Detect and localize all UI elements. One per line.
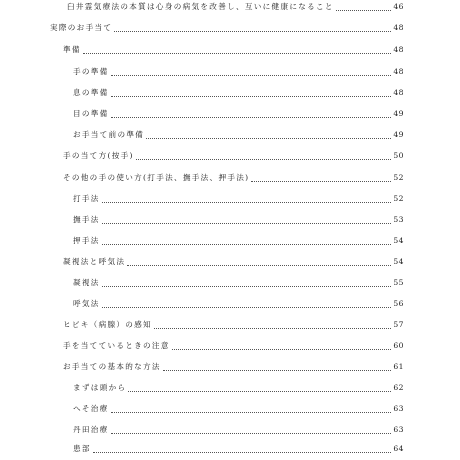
toc-entry-preparation xyxy=(63,43,404,57)
toc-entry-breath-preparation xyxy=(73,86,404,100)
toc-entry-page-number: 53 xyxy=(393,215,404,224)
dot-leader xyxy=(102,286,392,287)
dot-leader xyxy=(83,53,392,54)
dot-leader xyxy=(128,391,391,392)
toc-entry-tanden-treatment xyxy=(73,423,404,437)
toc-entry-label: ヒビキ（病腺）の感知 xyxy=(63,320,152,329)
toc-entry-page-number: 52 xyxy=(393,194,404,203)
dot-leader xyxy=(172,349,392,350)
dot-leader xyxy=(102,202,392,203)
toc-entry-bushuho xyxy=(73,213,404,227)
dot-leader xyxy=(251,181,391,182)
toc-entry-page-number: 49 xyxy=(393,109,404,118)
toc-entry-label: へそ治療 xyxy=(73,404,109,413)
toc-entry-label: お手当て前の準備 xyxy=(73,130,145,139)
toc-entry-oshuho xyxy=(73,234,404,248)
toc-entry-page-number: 46 xyxy=(393,2,404,11)
dot-leader xyxy=(102,223,392,224)
toc-entry-hibiki-detection xyxy=(63,318,404,332)
toc-entry-page-number: 57 xyxy=(393,320,404,329)
toc-entry-label: その他の手の使い方(打手法、撫手法、押手法) xyxy=(63,173,250,182)
toc-entry-page-number: 63 xyxy=(393,425,404,434)
toc-entry-page-number: 62 xyxy=(393,383,404,392)
toc-entry-label: 実際のお手当て xyxy=(50,23,113,32)
toc-entry-label: 準備 xyxy=(63,45,81,54)
dot-leader xyxy=(336,10,392,11)
toc-entry-cautions xyxy=(63,339,404,353)
toc-entry-label: 手の当て方(按手) xyxy=(63,151,134,160)
toc-entry-label: 臼井霊気療法の本質は心身の病気を改善し、互いに健康になること xyxy=(67,2,334,11)
dot-leader xyxy=(136,159,392,160)
toc-entry-page-number: 52 xyxy=(393,173,404,182)
toc-entry-gyoshiho-kokiho xyxy=(63,255,404,269)
toc-entry-other-hand-uses xyxy=(63,171,404,185)
toc-entry-affected-area xyxy=(73,442,404,456)
dot-leader xyxy=(102,244,392,245)
toc-entry-label: 打手法 xyxy=(73,194,100,203)
toc-entry-page-number: 50 xyxy=(393,151,404,160)
toc-entry-navel-treatment xyxy=(73,402,404,416)
dot-leader xyxy=(127,265,391,266)
toc-entry-basic-methods xyxy=(63,360,404,374)
dot-leader xyxy=(111,75,392,76)
toc-entry-label: 凝視法 xyxy=(73,278,100,287)
dot-leader xyxy=(102,307,392,308)
toc-entry-page-number: 48 xyxy=(393,23,404,32)
toc-entry-label: 息の準備 xyxy=(73,88,109,97)
toc-entry-page-number: 64 xyxy=(393,444,404,453)
toc-entry-page-number: 48 xyxy=(393,88,404,97)
toc-entry-page-number: 48 xyxy=(393,67,404,76)
dot-leader xyxy=(114,31,391,32)
toc-entry-page-number: 56 xyxy=(393,299,404,308)
dot-leader xyxy=(163,370,391,371)
dot-leader xyxy=(111,96,392,97)
toc-entry-kokiho xyxy=(73,297,404,311)
toc-entry-page-number: 63 xyxy=(393,404,404,413)
dot-leader xyxy=(146,138,391,139)
dot-leader xyxy=(154,328,391,329)
toc-entry-page-number: 54 xyxy=(393,257,404,266)
toc-entry-dashuho xyxy=(73,192,404,206)
toc-entry-pre-teate-preparation xyxy=(73,128,404,142)
toc-entry-label: 撫手法 xyxy=(73,215,100,224)
toc-entry-label: 呼気法 xyxy=(73,299,100,308)
toc-entry-page-number: 48 xyxy=(393,45,404,54)
toc-entry-label: 丹田治療 xyxy=(73,425,109,434)
dot-leader xyxy=(111,433,392,434)
toc-entry-page-number: 54 xyxy=(393,236,404,245)
toc-entry-head-first xyxy=(73,381,404,395)
toc-entry-page-number: 61 xyxy=(393,362,404,371)
toc-entry-gyoshiho xyxy=(73,276,404,290)
toc-entry-label: 患部 xyxy=(73,444,91,453)
toc-entry-label: 押手法 xyxy=(73,236,100,245)
toc-entry-page-number: 60 xyxy=(393,341,404,350)
toc-entry-page-number: 55 xyxy=(393,278,404,287)
toc-entry-eye-preparation xyxy=(73,107,404,121)
toc-entry-label: まずは頭から xyxy=(73,383,127,392)
toc-entry-label: 凝視法と呼気法 xyxy=(63,257,126,266)
toc-entry-hand-placement xyxy=(63,149,404,163)
toc-entry-actual-teate xyxy=(50,21,404,35)
toc-entry-hand-preparation xyxy=(73,65,404,79)
toc-entry-label: お手当ての基本的な方法 xyxy=(63,362,161,371)
toc-entry-page-number: 49 xyxy=(393,130,404,139)
dot-leader xyxy=(111,412,392,413)
toc-entry-label: 手を当てているときの注意 xyxy=(63,341,170,350)
toc-entry-label: 手の準備 xyxy=(73,67,109,76)
dot-leader xyxy=(111,117,392,118)
toc-entry-label: 目の準備 xyxy=(73,109,109,118)
dot-leader xyxy=(93,452,392,453)
toc-entry-usui-essence xyxy=(67,0,404,14)
